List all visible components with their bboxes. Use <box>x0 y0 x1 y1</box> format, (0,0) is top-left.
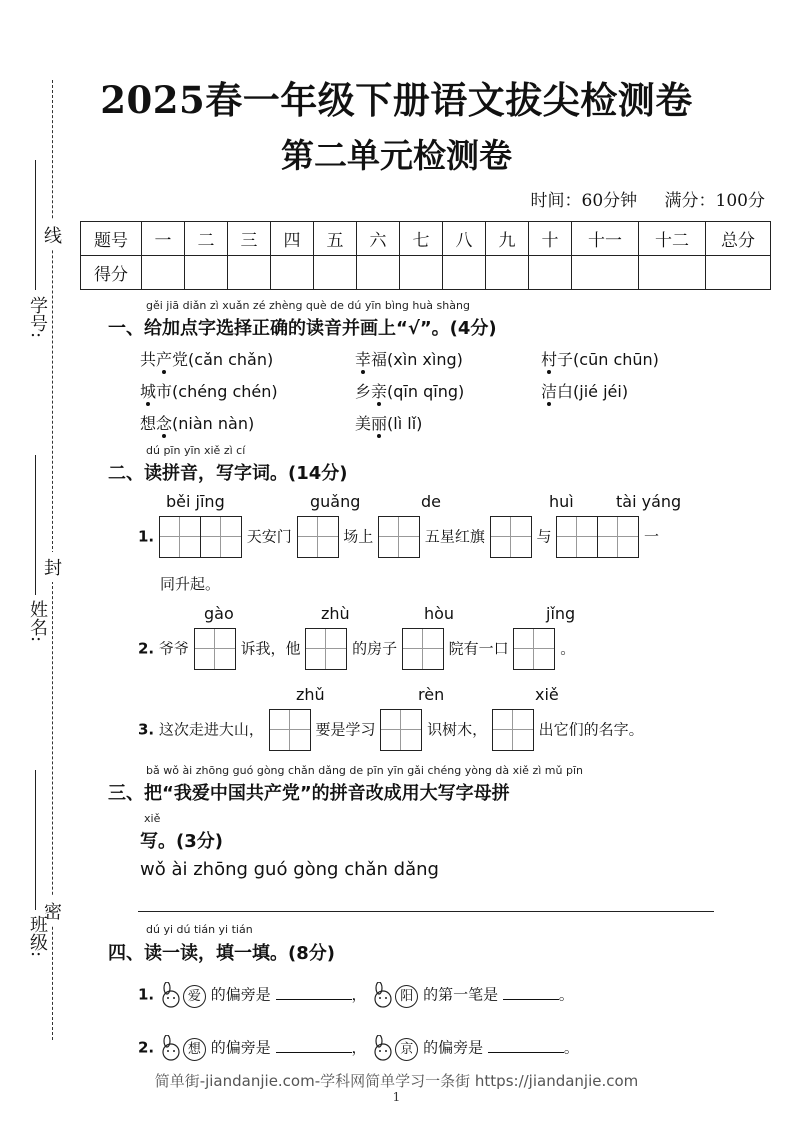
q3-title-2: 写。(3分) <box>140 831 223 852</box>
q4-char-circle: 爱 <box>183 985 206 1008</box>
q3-pinyin-2: xiě <box>144 812 161 825</box>
page-number: 1 <box>392 1090 401 1104</box>
q1-word-c: 村子 <box>541 350 574 369</box>
exam-subtitle: 第二单元检测卷 <box>281 136 512 175</box>
q4-title: 四、读一读，填一填。(8分) <box>108 943 335 964</box>
q2-l3-text: 要是学习 <box>315 720 376 739</box>
q2-l1-number: 1. <box>138 527 155 546</box>
q2-l1-pinyin-4: huì <box>549 492 574 511</box>
q2-l2-text: 诉我，他 <box>240 639 301 658</box>
score-cell[interactable] <box>639 256 706 290</box>
time-limit: 时间：60分钟 <box>530 191 638 211</box>
q2-l1-pinyin-1: běi jīng <box>166 492 225 511</box>
q1-word-a: 共产党 <box>140 350 189 369</box>
answer-box[interactable] <box>201 516 242 558</box>
q4-end: 。 <box>563 1038 579 1057</box>
score-cell[interactable] <box>706 256 771 290</box>
name-line[interactable] <box>35 455 36 595</box>
score-cell[interactable] <box>185 256 228 290</box>
q4-pinyin: dú yi dú tián yi tián <box>146 923 253 936</box>
q1-choice: (lì lǐ) <box>387 414 423 433</box>
q1-word-f: 洁白 <box>541 382 574 401</box>
q2-l3-pinyin-1: zhǔ <box>296 685 325 704</box>
q1-choice: (jié jéi) <box>573 382 629 401</box>
answer-box[interactable] <box>402 628 444 670</box>
score-cell[interactable] <box>486 256 529 290</box>
table-cell: 四 <box>271 222 314 256</box>
q1-item[interactable] <box>140 379 278 402</box>
table-cell: 六 <box>357 222 400 256</box>
q3-title-1: 三、把“我爱中国共产党”的拼音改成用大写字母拼 <box>108 783 510 804</box>
score-cell[interactable] <box>443 256 486 290</box>
score-cell[interactable] <box>314 256 357 290</box>
answer-box[interactable] <box>598 516 639 558</box>
table-cell: 总分 <box>706 222 771 256</box>
q1-word-g: 想念 <box>140 414 173 433</box>
q2-l2-pinyin-4: jǐng <box>546 604 576 623</box>
q2-l3-number: 3. <box>138 720 155 739</box>
table-cell: 十一 <box>572 222 639 256</box>
table-cell: 五 <box>314 222 357 256</box>
q1-choice: (qīn qīng) <box>387 382 465 401</box>
q2-line-1 <box>138 516 659 558</box>
answer-box[interactable] <box>490 516 532 558</box>
q1-item[interactable] <box>355 347 463 370</box>
seal-char-bottom: 密 <box>44 896 62 926</box>
full-score: 满分：100分 <box>664 191 765 211</box>
q1-choice: (chéng chén) <box>172 382 278 401</box>
q2-l2-text: 爷爷 <box>158 639 189 658</box>
q3-pinyin-1: bǎ wǒ ài zhōng guó gòng chǎn dǎng de pīn yīn gǎi chéng yòng dà xiě zì mǔ pīn <box>146 764 583 777</box>
q2-l1-continued: 同升起。 <box>160 575 221 593</box>
answer-box[interactable] <box>159 516 201 558</box>
q2-l2-pinyin-2: zhù <box>321 604 350 623</box>
q2-l2-pinyin-1: gào <box>204 604 234 623</box>
q4-line-2 <box>138 1035 579 1061</box>
score-cell[interactable] <box>357 256 400 290</box>
seal-char-middle: 封 <box>44 552 62 582</box>
answer-box[interactable] <box>380 709 422 751</box>
table-cell: 三 <box>228 222 271 256</box>
seal-char-top: 线 <box>44 220 62 250</box>
q2-l1-pinyin-3: de <box>421 492 441 511</box>
q4-l2-text: 的偏旁是 <box>210 1038 271 1057</box>
score-table-score-row <box>81 256 771 290</box>
q4-l1-text: 的第一笔是 <box>423 985 499 1004</box>
q2-l1-text: 五星红旗 <box>424 527 485 546</box>
q2-l3-text: 出它们的名字。 <box>538 720 644 739</box>
q1-word-e: 乡亲 <box>355 382 388 401</box>
q2-pinyin: dú pīn yīn xiě zì cí <box>146 444 246 457</box>
q4-l1-text: 的偏旁是 <box>210 985 271 1004</box>
table-cell: 题号 <box>81 222 142 256</box>
bunny-icon <box>371 1035 395 1061</box>
table-cell: 一 <box>142 222 185 256</box>
q2-l3-text: 识树木， <box>427 720 488 739</box>
score-cell[interactable] <box>572 256 639 290</box>
score-table-header-row <box>81 222 771 256</box>
q4-l1-number: 1. <box>138 985 155 1004</box>
q2-line-2 <box>138 628 575 670</box>
score-cell[interactable] <box>529 256 572 290</box>
q2-l2-pinyin-3: hòu <box>424 604 455 623</box>
q1-word-h: 美丽 <box>355 414 388 433</box>
q1-choice: (niàn nàn) <box>172 414 255 433</box>
q2-line-3 <box>138 709 644 751</box>
name-label: 姓名: <box>27 600 48 643</box>
bunny-icon <box>371 982 395 1008</box>
q1-title: 一、给加点字选择正确的读音并画上“√”。(4分) <box>108 318 497 339</box>
answer-blank[interactable] <box>276 999 352 1000</box>
q1-item[interactable] <box>140 347 273 370</box>
q1-choice: (xìn xìng) <box>387 350 463 369</box>
q4-sep: ， <box>351 1038 367 1057</box>
q1-pinyin: gěi jiā diǎn zì xuǎn zé zhèng què de dú yīn bìng huà shàng <box>146 299 470 312</box>
q1-item[interactable] <box>140 411 254 434</box>
q2-l3-pinyin-2: rèn <box>418 685 445 704</box>
answer-box[interactable] <box>305 628 347 670</box>
answer-blank[interactable] <box>503 999 559 1000</box>
q4-l2-number: 2. <box>138 1038 155 1057</box>
q1-word-b: 幸福 <box>355 350 388 369</box>
q2-l1-text: 场上 <box>343 527 374 546</box>
q2-l1-text: 与 <box>536 527 552 546</box>
q2-l3-text: 这次走进大山， <box>158 720 264 739</box>
q1-choice: (cūn chūn) <box>573 350 659 369</box>
q4-sep: ， <box>351 985 367 1004</box>
table-cell: 二 <box>185 222 228 256</box>
table-cell: 九 <box>486 222 529 256</box>
bunny-icon <box>159 982 183 1008</box>
table-cell: 十二 <box>639 222 706 256</box>
q2-l3-pinyin-3: xiě <box>535 685 559 704</box>
q2-title: 二、读拼音，写字词。(14分) <box>108 463 348 484</box>
q2-l1-text: 一 <box>644 527 660 546</box>
answer-blank[interactable] <box>488 1052 564 1053</box>
q1-word-d: 城市 <box>140 382 173 401</box>
table-cell: 得分 <box>81 256 142 290</box>
q4-l2-text: 的偏旁是 <box>423 1038 484 1057</box>
answer-box[interactable] <box>194 628 236 670</box>
q1-item[interactable] <box>355 379 464 402</box>
q3-given-pinyin: wǒ ài zhōng guó gòng chǎn dǎng <box>140 859 439 880</box>
q2-l2-text: 的房子 <box>352 639 398 658</box>
q4-end: 。 <box>558 985 574 1004</box>
table-cell: 十 <box>529 222 572 256</box>
q2-l1-text: 天安门 <box>246 527 292 546</box>
q1-item[interactable] <box>355 411 422 434</box>
q4-char-circle: 阳 <box>395 985 418 1008</box>
q3-answer-line[interactable] <box>138 911 714 912</box>
score-cell[interactable] <box>271 256 314 290</box>
score-cell[interactable] <box>142 256 185 290</box>
score-cell[interactable] <box>400 256 443 290</box>
q2-l2-number: 2. <box>138 639 155 658</box>
student-no-label: 学号: <box>27 296 48 339</box>
answer-box[interactable] <box>269 709 311 751</box>
table-cell: 七 <box>400 222 443 256</box>
table-cell: 八 <box>443 222 486 256</box>
class-line[interactable] <box>35 770 36 910</box>
answer-box[interactable] <box>513 628 555 670</box>
answer-box[interactable] <box>556 516 598 558</box>
answer-box[interactable] <box>297 516 339 558</box>
exam-meta <box>509 186 766 211</box>
score-table <box>80 221 771 290</box>
q2-l2-text: 。 <box>560 639 576 658</box>
answer-box[interactable] <box>492 709 534 751</box>
q2-l1-pinyin-5: tài yáng <box>616 492 682 511</box>
q2-l1-pinyin-2: guǎng <box>310 492 361 511</box>
q1-choice: (cǎn chǎn) <box>188 350 274 369</box>
footer-watermark: 简单街-jiandanjie.com-学科网简单学习一条街 https://jiandanjie.com <box>154 1072 639 1090</box>
q4-line-1 <box>138 982 574 1008</box>
q4-char-circle: 想 <box>183 1038 206 1061</box>
q1-item[interactable] <box>541 347 659 370</box>
score-cell[interactable] <box>228 256 271 290</box>
class-label: 班级: <box>27 915 48 958</box>
q1-item[interactable] <box>541 379 628 402</box>
answer-box[interactable] <box>378 516 420 558</box>
answer-blank[interactable] <box>276 1052 352 1053</box>
q4-char-circle: 京 <box>395 1038 418 1061</box>
exam-title: 2025春一年级下册语文拔尖检测卷 <box>100 78 693 122</box>
bunny-icon <box>159 1035 183 1061</box>
student-no-line[interactable] <box>35 160 36 290</box>
q2-l2-text: 院有一口 <box>448 639 509 658</box>
